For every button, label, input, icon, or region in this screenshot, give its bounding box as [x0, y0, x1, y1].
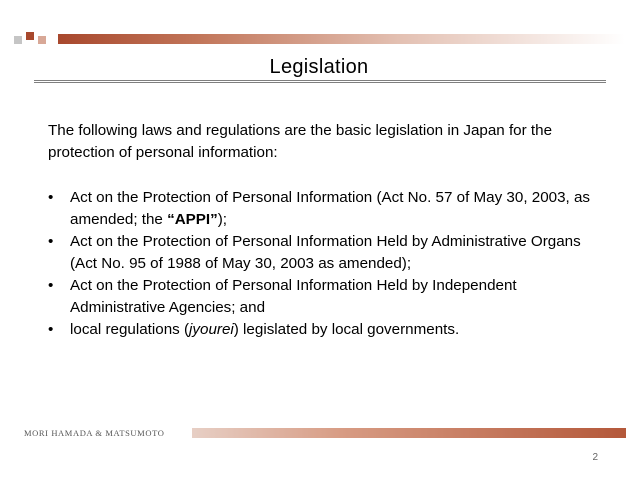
intro-paragraph: The following laws and regulations are the basic legislation in Japan for the protection of personal information: — [48, 122, 553, 161]
list-item — [48, 187, 608, 231]
header-gradient-bar — [58, 34, 625, 44]
bullet-icon: • — [48, 189, 54, 206]
bullet-prefix: local regulations ( — [70, 321, 190, 338]
slide-body — [48, 120, 608, 341]
bullet-icon: • — [48, 321, 54, 338]
bullet-text: Act on the Protection of Personal Information Held by Independent Administrative Agencies; and — [70, 277, 517, 316]
bullet-icon: • — [48, 233, 54, 250]
bullet-suffix: ) legislated by local governments. — [233, 321, 460, 338]
footer-gradient-bar — [192, 428, 626, 438]
top-decorative-bar — [14, 28, 625, 44]
footer-bar — [24, 427, 626, 439]
title-rule-top — [34, 80, 606, 81]
grey-square-icon — [14, 36, 22, 44]
bullet-emphasis: “APPI” — [167, 211, 218, 228]
list-item — [48, 319, 608, 341]
bullet-italic: jyourei — [189, 321, 234, 338]
list-item — [48, 275, 608, 319]
firm-logo: MORI HAMADA & MATSUMOTO — [24, 428, 165, 438]
list-item — [48, 231, 608, 275]
bullet-icon: • — [48, 277, 54, 294]
bullet-text: Act on the Protection of Personal Information (Act No. 57 of May 30, 2003, as amended; the — [70, 189, 591, 228]
title-rule-bottom — [34, 82, 606, 83]
bullet-suffix: ); — [217, 211, 228, 228]
pink-square-icon — [38, 36, 46, 44]
legislation-list — [48, 187, 608, 341]
red-square-icon — [26, 32, 34, 40]
bullet-text: Act on the Protection of Personal Information Held by Administrative Organs (Act No. 95 of 1988 of May 30, 2003 as amended); — [70, 233, 581, 272]
page-number: 2 — [592, 452, 598, 463]
slide-title: Legislation — [269, 56, 369, 78]
